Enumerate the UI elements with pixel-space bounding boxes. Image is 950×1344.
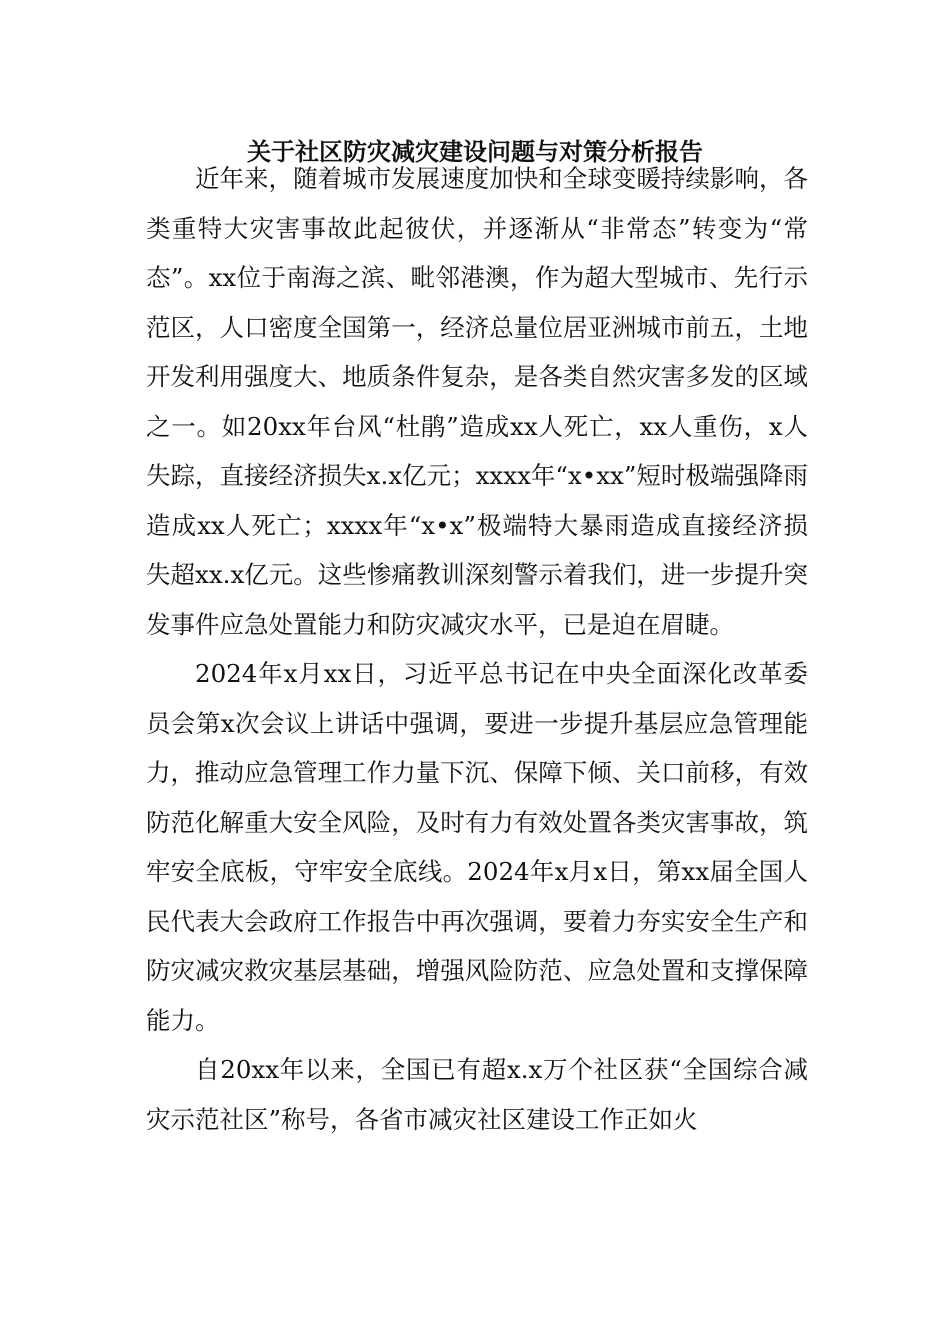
paragraph-1: 近年来，随着城市发展速度加快和全球变暖持续影响，各类重特大灾害事故此起彼伏，并逐渐从“非常态”转变为“常态”。xx位于南海之滨、毗邻港澳，作为超大型城市、先行示范区，人口密度全国第一，经济总量位居亚洲城市前五，土地开发利用强度大、地质条件复杂，是各类自然灾害多发的区域之一。如20xx年台风“杜鹃”造成xx人死亡，xx人重伤，x人失踪，直接经济损失x.x亿元；xxxx年“x•xx”短时极端强降雨造成xx人死亡；xxxx年“x•x”极端特大暴雨造成直接经济损失超xx.x亿元。这些惨痛教训深刻警示着我们，进一步提升突发事件应急处置能力和防灾减灾水平，已是迫在眉睫。	[146, 164, 808, 639]
paragraph-3: 自20xx年以来，全国已有超x.x万个社区获“全国综合减灾示范社区”称号，各省市减灾社区建设工作正如火	[146, 1055, 808, 1134]
document-body	[146, 154, 808, 1144]
paragraph-2: 2024年x月xx日，习近平总书记在中央全面深化改革委员会第x次会议上讲话中强调，要进一步提升基层应急管理能力，推动应急管理工作力量下沉、保障下倾、关口前移，有效防范化解重大安全风险，及时有力有效处置各类灾害事故，筑牢安全底板，守牢安全底线。2024年x月x日，第xx届全国人民代表大会政府工作报告中再次强调，要着力夯实安全生产和防灾减灾救灾基层基础，增强风险防范、应急处置和支撑保障能力。	[146, 659, 808, 1035]
document-title: 关于社区防灾减灾建设问题与对策分析报告	[247, 137, 703, 166]
